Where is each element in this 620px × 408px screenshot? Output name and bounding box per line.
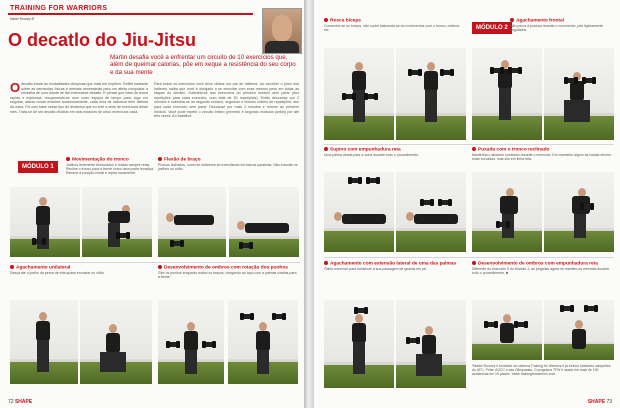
photo-ex6-a — [472, 48, 542, 140]
section-sub: Martin Rooney 8º — [10, 17, 35, 21]
photo-ex8-b — [544, 172, 614, 252]
exercise-1 — [66, 157, 154, 176]
exercise-4-desc: Gire os punhos enquanto estica os braços, chegando ao topo com a palmas viradas para a frente. — [158, 270, 297, 279]
photo-ex10-a — [472, 300, 542, 360]
photo-ex9-b — [396, 300, 466, 388]
page-number-left — [8, 399, 32, 405]
exercise-10 — [472, 261, 614, 275]
exercise-6-title: Agachamento frontal — [516, 18, 564, 24]
photo-ex1-a — [10, 187, 80, 257]
author-portrait — [262, 8, 302, 54]
photo-ex5-a — [324, 48, 394, 140]
body-col-1 — [10, 82, 148, 114]
exercise-1-title: Movimentação do tronco — [72, 157, 129, 163]
photo-ex9-a — [324, 300, 394, 388]
module-2-badge: MÓDULO 2 — [472, 22, 512, 34]
exercise-7 — [324, 147, 464, 157]
dropcap: O — [10, 80, 21, 95]
magazine-name-left: SHAPE — [14, 399, 33, 405]
photo-ex3-a — [10, 300, 78, 384]
exercise-9-title: Agachamento com extensão lateral de uma das palmas — [330, 261, 457, 267]
exercise-7-title: Supino com empunhadura reta — [330, 147, 401, 153]
magazine-name-right: SHAPE — [587, 399, 606, 405]
article-title: O decatlo do Jiu-Jitsu — [8, 30, 197, 50]
photo-ex2-a — [158, 187, 226, 257]
exercise-10-title: Desenvolvimento de ombros com empunhadura reta — [478, 261, 598, 267]
module-1-badge: MÓDULO 1 — [18, 161, 58, 173]
exercise-2-desc: Punhos fechados, como se estivesse se exercitando em barras paralelas. Não encoste os joelhos no chão. — [158, 162, 298, 171]
photo-ex1-b — [82, 187, 152, 257]
exercise-5-title: Rosca bíceps — [330, 18, 361, 24]
photo-ex4-b — [228, 300, 298, 384]
exercise-6 — [510, 18, 614, 32]
photo-ex6-b — [544, 48, 614, 140]
exercise-6-desc: Não perca a postura durante o movimento, pés ligeiramente angulados. — [510, 23, 604, 32]
photo-ex2-b — [229, 187, 299, 257]
exercise-3-desc: Desça até o joelho da perna de trás quase encostar no chão. — [10, 270, 105, 275]
photo-ex5-b — [396, 48, 466, 140]
right-page — [314, 0, 620, 408]
left-page — [0, 0, 304, 408]
photo-ex8-a — [472, 172, 542, 252]
page-number-left-value: 72 — [8, 399, 14, 405]
exercise-7-desc: Uma palma virada para a outra durante todo o procedimento. — [324, 152, 419, 157]
exercise-2-title: Flexão de braço — [164, 157, 201, 163]
page-number-right-value: 73 — [606, 399, 612, 405]
exercise-4-title: Desenvolvimento de ombros com rotação dos punhos — [164, 265, 288, 271]
body-col-2: Para todos os exercícios você deve utilizar um par de halteres. Ao escolher o peso dos halteres, saiba que você é obrigado a se exercitar com esse mesmo peso em todas as etapas do decatlo. Submeta-se aos exercícios do primeiro módulo sem parar (dez repetições para cada exercício, num total de 50 repetições). Então descanse por 2 minutos e submeta-se ao segundo módulo, seguindo o mesmo critério de repetições: dez para cada exercício sem parar. Descanse por mais 2 minutos e retorne ao primeiro módulo. Você pode repetir o circuito inteiro (primeiro e segundo módulos juntos) por até três vezes. Ao trabalho! — [154, 82, 299, 119]
header-rule — [8, 13, 253, 15]
photo-ex7-b — [396, 172, 466, 252]
photo-ex7-a — [324, 172, 394, 252]
exercise-1-desc: Joelhos levemente flexionados e costas sempre retas. Recline o tronco para a frente como uma ponte levadiça. Retorne à posição inicial e repita novamente. — [66, 162, 154, 176]
photo-ex4-a — [158, 300, 224, 384]
photo-ex10-b — [544, 300, 614, 360]
exercise-9 — [324, 261, 464, 271]
section-label: TRAINING FOR WARRIORS — [10, 5, 108, 12]
author-caption: *Martin Rooney é fundador do sistema Training for Warriors e já treinou lutadores campeões do UFC, Pride, ADCC e das Olimpíadas. O programa TFW é usado em mais de 190 academias em 15 países. Visite trainingforwarriors.com. — [472, 364, 611, 377]
exercise-3-title: Agachamento unilateral — [16, 265, 71, 271]
divider — [10, 262, 300, 263]
exercise-10-desc: Diferente do exercício 5 do Módulo 1, as pegadas agora se mantêm as mesmas durante todo o procedimento. ■ — [472, 266, 610, 275]
book-spine — [304, 0, 314, 408]
exercise-8 — [472, 147, 614, 161]
divider-2 — [324, 144, 614, 145]
page-number-right — [588, 399, 612, 405]
exercise-2 — [158, 157, 298, 171]
divider-3 — [324, 257, 614, 258]
exercise-8-title: Puxada com o tronco reclinado — [478, 147, 550, 153]
body-col-1-text: decatlo existe as modalidades olímpicas que mais me impõem. Refleti bastante sobre as demandas físicas e mentais necessárias para um atleta conquistar a medalha de ouro diante de tão extenuante desafio. E pensei que lutas da forma rápida e explosiva, recuperando-se num curto espaço de tempo para, logo em seguida, atacar novas missões sucessivamente, cada uma de natureza bem distinta da outra. Foi com base nesse tipo de dinâmica que eu criei a série de exercícios deste mês. Trata-se de um decatlo dividido em dois módulos de cinco exercícios cada. — [10, 82, 148, 114]
exercise-5-desc: Concentre-se no bíceps, não roube esticando-se do movimentos com o tronco, ombros etc. — [324, 23, 460, 32]
photo-ex3-b — [80, 300, 152, 384]
exercise-9-desc: Ótimo exercício para fortalecer a sua passagem de guarda em pé. — [324, 266, 427, 271]
exercise-3 — [10, 265, 150, 275]
exercise-8-desc: Mantenha o abdome contraído durante o exercício. Em momento algum as costas devem estar curvadas, mas sim em linha reta. — [472, 152, 611, 161]
exercise-5 — [324, 18, 464, 32]
exercise-4 — [158, 265, 298, 279]
article-lead: Martin desafia você a enfrentar um circuito de 10 exercícios que, além de queimar calorias, põe em xeque a resistência do seu corpo e da sua mente — [110, 54, 296, 76]
